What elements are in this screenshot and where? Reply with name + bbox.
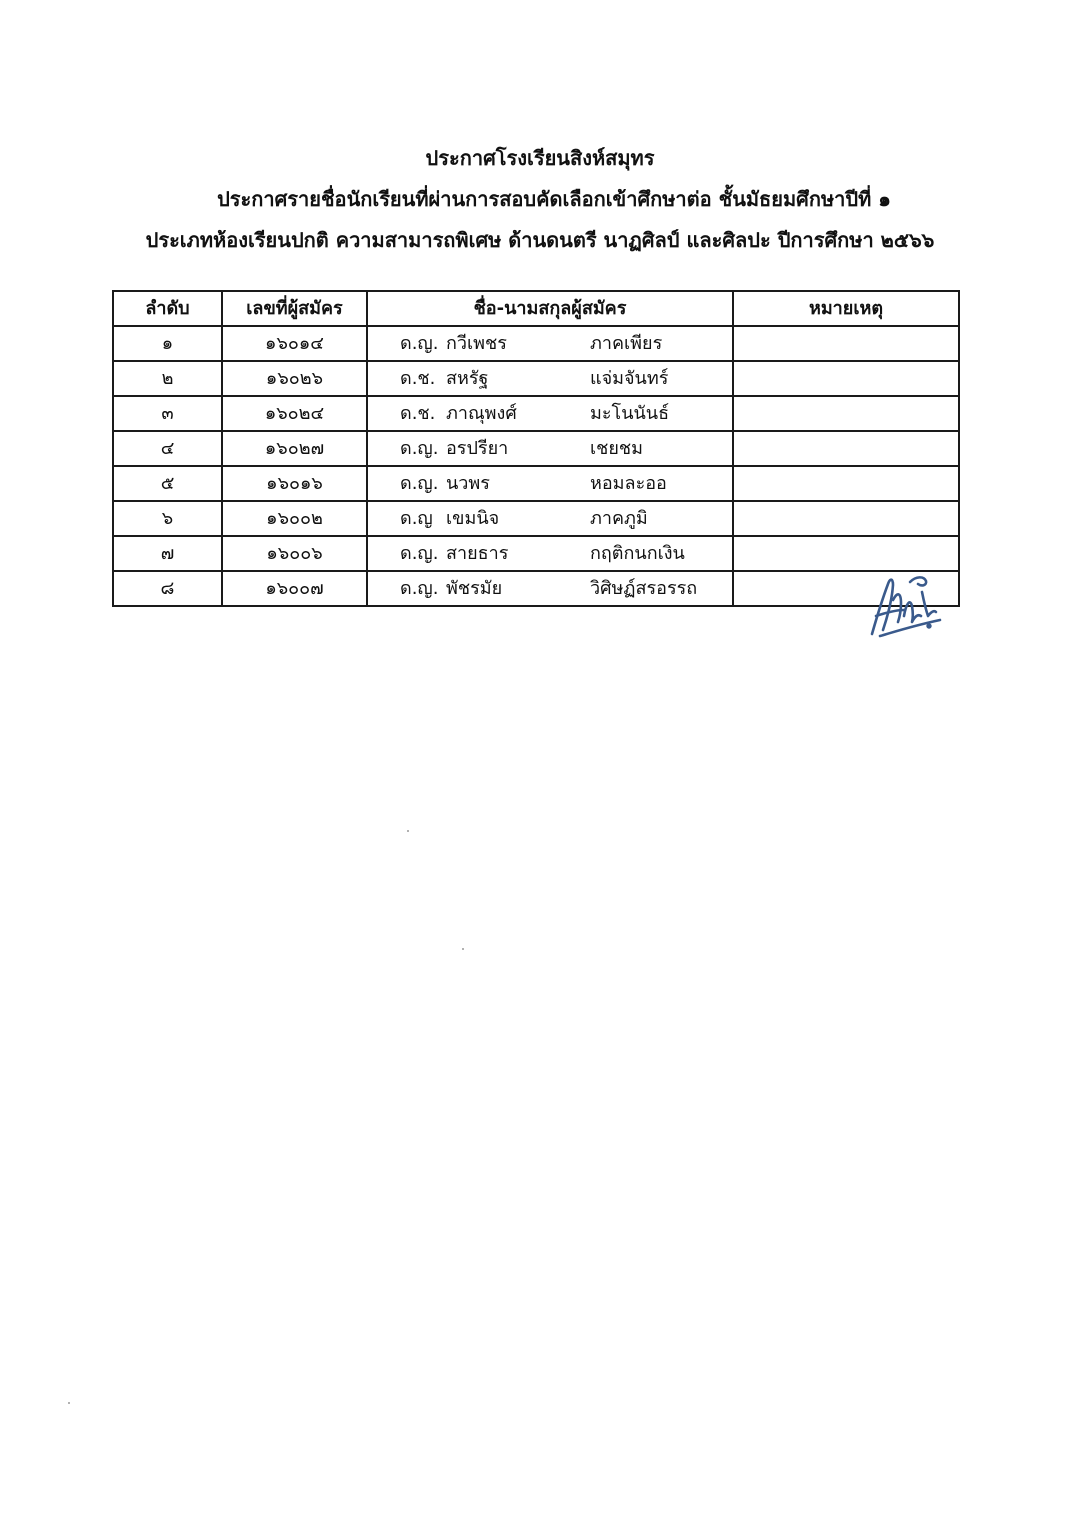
cell-applicant-no: ๑๖๐๑๔ bbox=[222, 326, 367, 361]
first-name: นวพร bbox=[446, 473, 490, 494]
last-name: วิศิษฏ์สรอรรถ bbox=[590, 578, 698, 599]
school-announcement-title: ประกาศโรงเรียนสิงห์สมุทร bbox=[425, 146, 655, 170]
cell-full-name bbox=[367, 501, 733, 536]
scan-speck bbox=[68, 1402, 70, 1404]
name-title: ด.ญ. bbox=[400, 438, 439, 459]
first-name: อรปรียา bbox=[446, 438, 509, 459]
document-header bbox=[0, 138, 1080, 261]
cell-remarks bbox=[733, 361, 959, 396]
last-name: ภาคภูมิ bbox=[590, 508, 648, 529]
last-name: หอมละออ bbox=[590, 473, 667, 494]
cell-applicant-no: ๑๖๐๒๗ bbox=[222, 431, 367, 466]
name-title: ด.ช. bbox=[400, 403, 436, 424]
table-header-row bbox=[113, 291, 959, 326]
name-title: ด.ญ. bbox=[400, 473, 439, 494]
table-row bbox=[113, 571, 959, 606]
first-name: ภาณุพงศ์ bbox=[446, 403, 517, 424]
table-row bbox=[113, 431, 959, 466]
name-title: ด.ช. bbox=[400, 368, 436, 389]
first-name: สายธาร bbox=[446, 543, 509, 564]
cell-remarks bbox=[733, 396, 959, 431]
first-name: สหรัฐ bbox=[446, 368, 489, 389]
cell-order: ๑ bbox=[113, 326, 222, 361]
cell-order: ๗ bbox=[113, 536, 222, 571]
cell-applicant-no: ๑๖๐๑๖ bbox=[222, 466, 367, 501]
cell-applicant-no: ๑๖๐๐๗ bbox=[222, 571, 367, 606]
last-name: กฤติกนกเงิน bbox=[590, 543, 685, 564]
last-name: เชยชม bbox=[590, 438, 643, 459]
announcement-subject: ประกาศรายชื่อนักเรียนที่ผ่านการสอบคัดเลือกเข้าศึกษาต่อ ชั้นมัธยมศึกษาปีที่ ๑ bbox=[217, 187, 891, 211]
table-row bbox=[113, 361, 959, 396]
cell-remarks bbox=[733, 466, 959, 501]
first-name: กวีเพชร bbox=[446, 333, 507, 354]
cell-full-name bbox=[367, 326, 733, 361]
cell-full-name bbox=[367, 396, 733, 431]
cell-applicant-no: ๑๖๐๒๔ bbox=[222, 396, 367, 431]
last-name: มะโนนันธ์ bbox=[590, 403, 670, 424]
cell-remarks bbox=[733, 536, 959, 571]
name-title: ด.ญ. bbox=[400, 333, 439, 354]
first-name: เขมนิจ bbox=[446, 508, 500, 529]
column-header-full-name: ชื่อ-นามสกุลผู้สมัคร bbox=[367, 291, 733, 326]
name-title: ด.ญ. bbox=[400, 578, 439, 599]
table-row bbox=[113, 396, 959, 431]
cell-remarks bbox=[733, 431, 959, 466]
cell-applicant-no: ๑๖๐๐๖ bbox=[222, 536, 367, 571]
table-body bbox=[113, 326, 959, 606]
cell-order: ๘ bbox=[113, 571, 222, 606]
column-header-order: ลำดับ bbox=[113, 291, 222, 326]
cell-order: ๔ bbox=[113, 431, 222, 466]
cell-order: ๕ bbox=[113, 466, 222, 501]
table-row bbox=[113, 501, 959, 536]
cell-full-name bbox=[367, 466, 733, 501]
scan-speck bbox=[407, 830, 409, 832]
cell-order: ๒ bbox=[113, 361, 222, 396]
name-title: ด.ญ. bbox=[400, 543, 439, 564]
cell-order: ๓ bbox=[113, 396, 222, 431]
last-name: ภาคเพียร bbox=[590, 333, 663, 354]
first-name: พัชรมัย bbox=[446, 578, 503, 599]
column-header-applicant-no: เลขที่ผู้สมัคร bbox=[222, 291, 367, 326]
cell-remarks bbox=[733, 326, 959, 361]
cell-full-name bbox=[367, 571, 733, 606]
table-row bbox=[113, 466, 959, 501]
scan-speck bbox=[462, 948, 464, 950]
table-row bbox=[113, 536, 959, 571]
last-name: แจ่มจันทร์ bbox=[590, 368, 669, 389]
cell-full-name bbox=[367, 536, 733, 571]
cell-full-name bbox=[367, 431, 733, 466]
cell-remarks bbox=[733, 501, 959, 536]
cell-applicant-no: ๑๖๐๐๒ bbox=[222, 501, 367, 536]
cell-full-name bbox=[367, 361, 733, 396]
cell-applicant-no: ๑๖๐๒๖ bbox=[222, 361, 367, 396]
cell-order: ๖ bbox=[113, 501, 222, 536]
column-header-remarks: หมายเหตุ bbox=[733, 291, 959, 326]
name-title: ด.ญ bbox=[400, 508, 433, 529]
signature-mark bbox=[866, 570, 946, 642]
applicant-table bbox=[112, 290, 960, 607]
table-row bbox=[113, 326, 959, 361]
announcement-category: ประเภทห้องเรียนปกติ ความสามารถพิเศษ ด้านดนตรี นาฏศิลป์ และศิลปะ ปีการศึกษา ๒๕๖๖ bbox=[145, 228, 935, 252]
